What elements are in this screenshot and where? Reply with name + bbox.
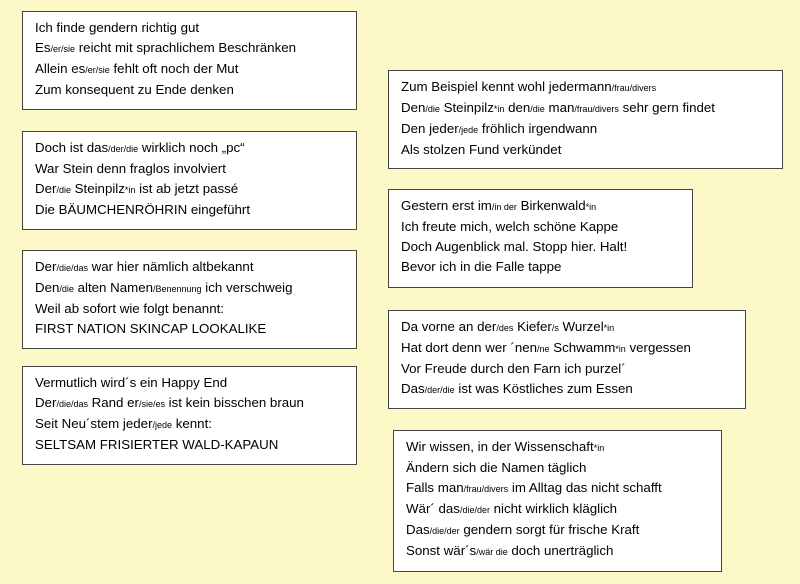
gender-suffix: /frau/divers (463, 484, 509, 494)
line-text: Allein es (35, 61, 86, 76)
stanza-box-1 (22, 11, 357, 110)
gender-suffix: /die (530, 104, 545, 114)
poem-line (401, 317, 733, 338)
gender-suffix: /frau/divers (611, 83, 657, 93)
gender-suffix: *in (603, 323, 615, 333)
line-text: Hat dort denn wer ´nen (401, 340, 538, 355)
gender-suffix: /der/die (108, 144, 139, 154)
line-text: Es (35, 40, 51, 55)
line-text: Der (35, 259, 57, 274)
line-text: Gestern erst im (401, 198, 492, 213)
gender-suffix: /wär die (476, 547, 508, 557)
line-text: Das (401, 381, 425, 396)
stanza-box-5 (388, 70, 783, 169)
line-text: reicht mit sprachlichem Beschränken (75, 40, 297, 55)
line-text: Birkenwald (516, 198, 586, 213)
line-text: fehlt oft noch der Mut (109, 61, 239, 76)
gender-suffix: /die (56, 185, 71, 195)
poem-line (406, 437, 709, 458)
gender-suffix: /sie/es (138, 399, 165, 409)
line-text: Den (401, 100, 426, 115)
line-text: Wir wissen, in der Wissenschaft (406, 439, 594, 454)
line-text: Falls man (406, 480, 464, 495)
poem-line (401, 237, 680, 257)
line-text: Doch Augenblick mal. Stopp hier. Halt! (401, 239, 628, 254)
line-text: Steinpilz (439, 100, 494, 115)
gender-suffix: /jede (152, 420, 173, 430)
line-text: Zum Beispiel kennt wohl jedermann (401, 79, 612, 94)
poem-line (406, 541, 709, 562)
poem-line (35, 138, 344, 159)
poem-line (401, 217, 680, 237)
line-text: gendern sorgt für frische Kraft (459, 522, 640, 537)
line-text: Den (35, 280, 60, 295)
gender-suffix: /ne (537, 344, 550, 354)
line-text: Ich freute mich, welch schöne Kappe (401, 219, 619, 234)
line-text: sehr gern findet (618, 100, 715, 115)
line-text: Das (406, 522, 430, 537)
poem-line (35, 435, 344, 455)
poem-line (35, 18, 344, 38)
poem-line (401, 257, 680, 277)
gender-suffix: /die/der (429, 526, 460, 536)
poem-line (406, 478, 709, 499)
line-text: doch unerträglich (507, 543, 614, 558)
poem-line (401, 119, 770, 140)
line-text: Ich finde gendern richtig gut (35, 20, 200, 35)
gender-suffix: /s (551, 323, 559, 333)
poem-line (401, 140, 770, 160)
line-text: Als stolzen Fund verkündet (401, 142, 562, 157)
line-text: Vermutlich wird´s ein Happy End (35, 375, 228, 390)
line-text: Wurzel (558, 319, 604, 334)
line-text: War Stein denn fraglos involviert (35, 161, 226, 176)
poem-line (401, 338, 733, 359)
line-text: alten Namen (73, 280, 154, 295)
gender-suffix: /die (59, 284, 74, 294)
line-text: Ändern sich die Namen täglich (406, 460, 587, 475)
stanza-box-4 (22, 366, 357, 465)
line-text: Da vorne an der (401, 319, 497, 334)
gender-suffix: /die/das (56, 263, 88, 273)
line-text: Kiefer (513, 319, 552, 334)
poem-line (35, 373, 344, 393)
poem-line (35, 414, 344, 435)
line-text: Zum konsequent zu Ende denken (35, 82, 234, 97)
line-text: Der (35, 181, 57, 196)
gender-suffix: *in (585, 202, 597, 212)
line-text: Steinpilz (70, 181, 125, 196)
line-text: ich verschweig (201, 280, 293, 295)
line-text: Vor Freude durch den Farn ich purzel´ (401, 361, 626, 376)
line-text: Rand er (87, 395, 139, 410)
poem-line (35, 59, 344, 80)
line-text: FIRST NATION SKINCAP LOOKALIKE (35, 321, 267, 336)
gender-suffix: *in (124, 185, 136, 195)
gender-suffix: /des (496, 323, 514, 333)
gender-suffix: /die (425, 104, 440, 114)
poem-line (406, 520, 709, 541)
stanza-box-2 (22, 131, 357, 230)
gender-suffix: *in (493, 104, 505, 114)
stanza-box-7 (388, 310, 746, 409)
poem-line (401, 196, 680, 217)
poem-line (401, 359, 733, 379)
poem-line (35, 38, 344, 59)
stanza-box-3 (22, 250, 357, 349)
line-text: Schwamm (549, 340, 616, 355)
gender-suffix: /der/die (424, 385, 455, 395)
line-text: fröhlich irgendwann (478, 121, 598, 136)
poem-line (401, 379, 733, 400)
gender-suffix: /Benennung (153, 284, 202, 294)
poem-line (401, 77, 770, 98)
line-text: ist was Köstliches zum Essen (454, 381, 633, 396)
poem-line (35, 80, 344, 100)
line-text: Den jeder (401, 121, 459, 136)
line-text: Seit Neu´stem jeder (35, 416, 153, 431)
gender-suffix: /frau/divers (574, 104, 619, 114)
line-text: Doch ist das (35, 140, 109, 155)
line-text: Sonst wär´s (406, 543, 477, 558)
gender-suffix: *in (593, 443, 605, 453)
poem-line (406, 458, 709, 478)
stanza-box-6 (388, 189, 693, 288)
line-text: Weil ab sofort wie folgt benannt: (35, 301, 224, 316)
poem-line (35, 319, 344, 339)
line-text: den (504, 100, 531, 115)
gender-suffix: /er/sie (85, 65, 110, 75)
line-text: man (544, 100, 575, 115)
gender-suffix: /die/der (459, 505, 490, 515)
poem-line (35, 299, 344, 319)
poem-line (401, 98, 770, 119)
gender-suffix: *in (615, 344, 626, 354)
line-text: Die BÄUMCHENRÖHRIN eingeführt (35, 202, 251, 217)
poem-line (35, 257, 344, 278)
gender-suffix: /er/sie (50, 44, 76, 54)
poem-line (35, 200, 344, 220)
line-text: ist ab jetzt passé (135, 181, 239, 196)
poem-line (35, 159, 344, 179)
line-text: Der (35, 395, 57, 410)
poem-line (35, 179, 344, 200)
line-text: nicht wirklich kläglich (489, 501, 618, 516)
gender-suffix: /jede (458, 125, 479, 135)
line-text: kennt: (172, 416, 212, 431)
stanza-box-8 (393, 430, 722, 572)
line-text: vergessen (625, 340, 691, 355)
line-text: Wär´ das (406, 501, 460, 516)
line-text: wirklich noch „pc“ (138, 140, 245, 155)
line-text: im Alltag das nicht schafft (508, 480, 662, 495)
line-text: Bevor ich in die Falle tappe (401, 259, 562, 274)
line-text: ist kein bisschen braun (164, 395, 304, 410)
gender-suffix: /in der (491, 202, 517, 212)
line-text: war hier nämlich altbekannt (87, 259, 254, 274)
gender-suffix: /die/das (56, 399, 88, 409)
line-text: SELTSAM FRISIERTER WALD-KAPAUN (35, 437, 279, 452)
poem-line (35, 393, 344, 414)
poem-line (406, 499, 709, 520)
poem-line (35, 278, 344, 299)
